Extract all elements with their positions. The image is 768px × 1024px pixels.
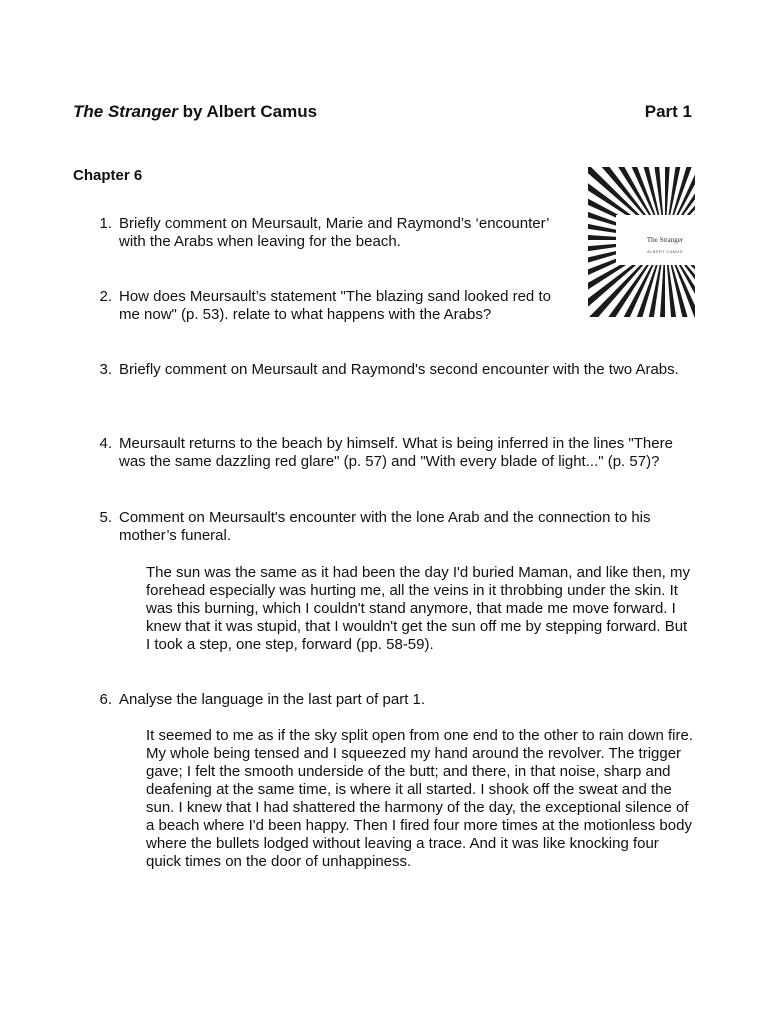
question-text: Briefly comment on Meursault, Marie and Raymond’s ‘encounter’ with the Arabs when leaving for the beach. [119,215,549,250]
book-author-line: by Albert Camus [177,102,318,121]
book-title: The Stranger [73,102,178,121]
document-header [73,102,692,126]
book-cover-image [588,167,695,317]
question-number: 4. [99,435,112,452]
question-text: Analyse the language in the last part of part 1. [119,691,426,708]
question-number: 1. [99,215,112,232]
question-text: Comment on Meursault's encounter with the lone Arab and the connection to his mother’s funeral. [119,509,651,544]
question-text: How does Meursault’s statement "The blazing sand looked red to me now" (p. 53). relate to what happens with the Arabs? [119,288,551,323]
question-number: 6. [99,691,112,708]
question-text: Briefly comment on Meursault and Raymond's second encounter with the two Arabs. [119,361,679,378]
question-number: 2. [99,288,112,305]
quote-passage-1: The sun was the same as it had been the day I'd buried Maman, and like then, my forehead especially was hurting me, all the veins in it throbbing under the skin. It was this burning, which I couldn't stand anymore, that made me move forward. I knew that it was stupid, that I wouldn't get the sun off me by stepping forward. But I took a step, one step, forward (pp. 58-59). [146,564,691,653]
chapter-heading: Chapter 6 [73,167,143,184]
question-text: Meursault returns to the beach by himself. What is being inferred in the lines "There was the same dazzling red glare" (p. 57) and "With every blade of light..." (p. 57)? [119,435,673,470]
cover-title: The Stranger [646,236,684,244]
cover-author: ALBERT CAMUS [647,249,683,254]
question-number: 5. [99,509,112,526]
quote-passage-2: It seemed to me as if the sky split open from one end to the other to rain down fire. My whole being tensed and I squeezed my hand around the revolver. The trigger gave; I felt the smooth underside of the butt; and there, in that noise, sharp and deafening at the same time, is where it all started. I shook off the sweat and the sun. I knew that I had shattered the harmony of the day, the exceptional silence of a beach where I'd been happy. Then I fired four more times at the motionless body where the bullets lodged without leaving a trace. And it was like knocking four quick times on the door of unhappiness. [146,727,693,870]
part-label: Part 1 [644,102,692,121]
question-number: 3. [99,361,112,378]
